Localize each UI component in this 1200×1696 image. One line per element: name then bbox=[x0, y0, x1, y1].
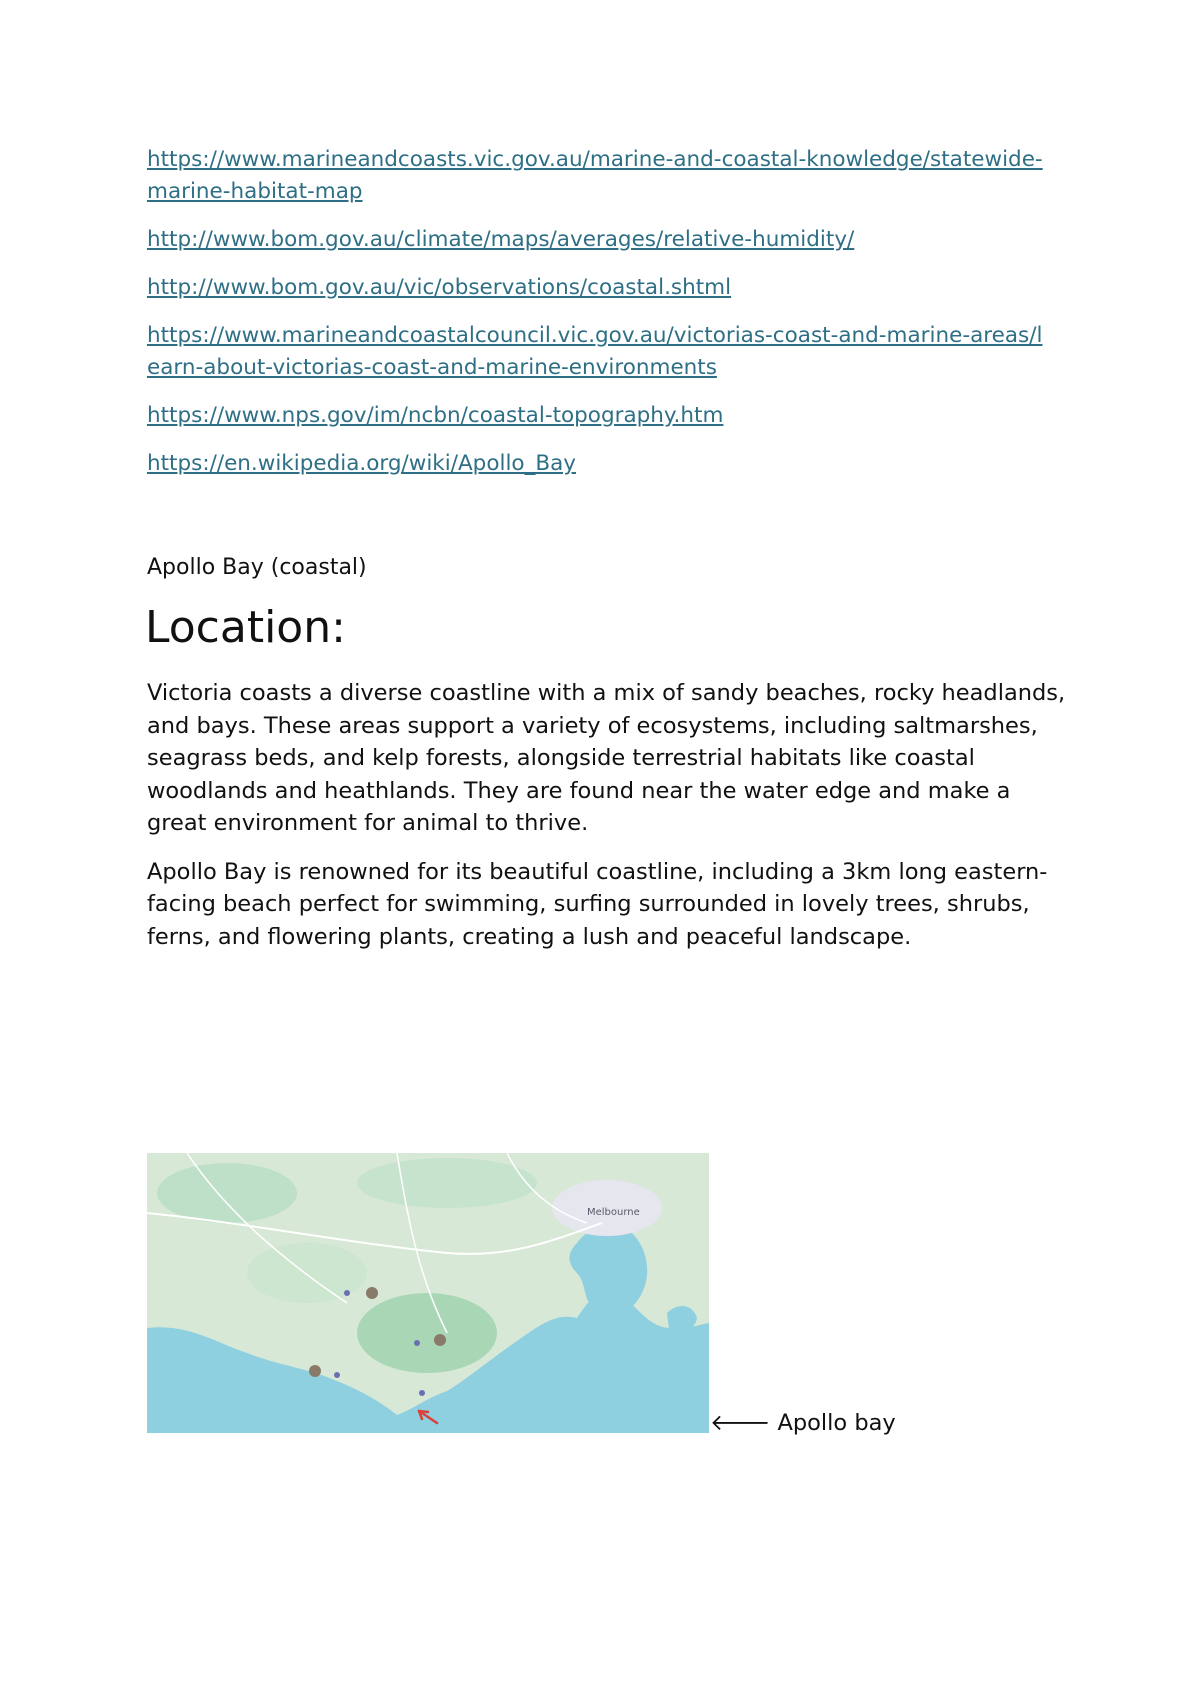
paragraph: Apollo Bay is renowned for its beautiful coastline, including a 3km long eastern-facing beach perfect for swimming, surfing surrounded in lovely trees, shrubs, ferns, and flowering plants, creating a lush and peaceful landscape. bbox=[147, 858, 1048, 950]
reference-link[interactable]: http://www.bom.gov.au/vic/observations/coastal.shtml bbox=[147, 275, 732, 300]
location-body bbox=[147, 677, 1067, 969]
reference-link[interactable]: https://www.marineandcoastalcouncil.vic.gov.au/victorias-coast-and-marine-areas/learn-about-victorias-coast-and-marine-environments bbox=[147, 323, 1043, 380]
paragraph: Victoria coasts a diverse coastline with a mix of sandy beaches, rocky headlands, and bays. These areas support a variety of ecosystems, including saltmarshes, seagrass beds, and kelp forests, alongside terrestrial habitats like coastal woodlands and heathlands. They are found near the water edge and make a great environment for animal to thrive. bbox=[147, 680, 1066, 836]
map-city-label: Melbourne bbox=[587, 1207, 640, 1218]
reference-links bbox=[147, 144, 1047, 496]
reference-link[interactable]: https://www.marineandcoasts.vic.gov.au/marine-and-coastal-knowledge/statewide-marine-habitat-map bbox=[147, 147, 1043, 204]
location-heading: Location: bbox=[145, 602, 346, 653]
apollo-bay-map bbox=[147, 1153, 709, 1433]
map-caption: 🡐 Apollo bay bbox=[710, 1410, 896, 1436]
reference-link[interactable]: http://www.bom.gov.au/climate/maps/averages/relative-humidity/ bbox=[147, 227, 855, 252]
section-subtitle: Apollo Bay (coastal) bbox=[147, 555, 367, 580]
reference-link[interactable]: https://en.wikipedia.org/wiki/Apollo_Bay bbox=[147, 451, 576, 476]
reference-link[interactable]: https://www.nps.gov/im/ncbn/coastal-topography.htm bbox=[147, 403, 724, 428]
